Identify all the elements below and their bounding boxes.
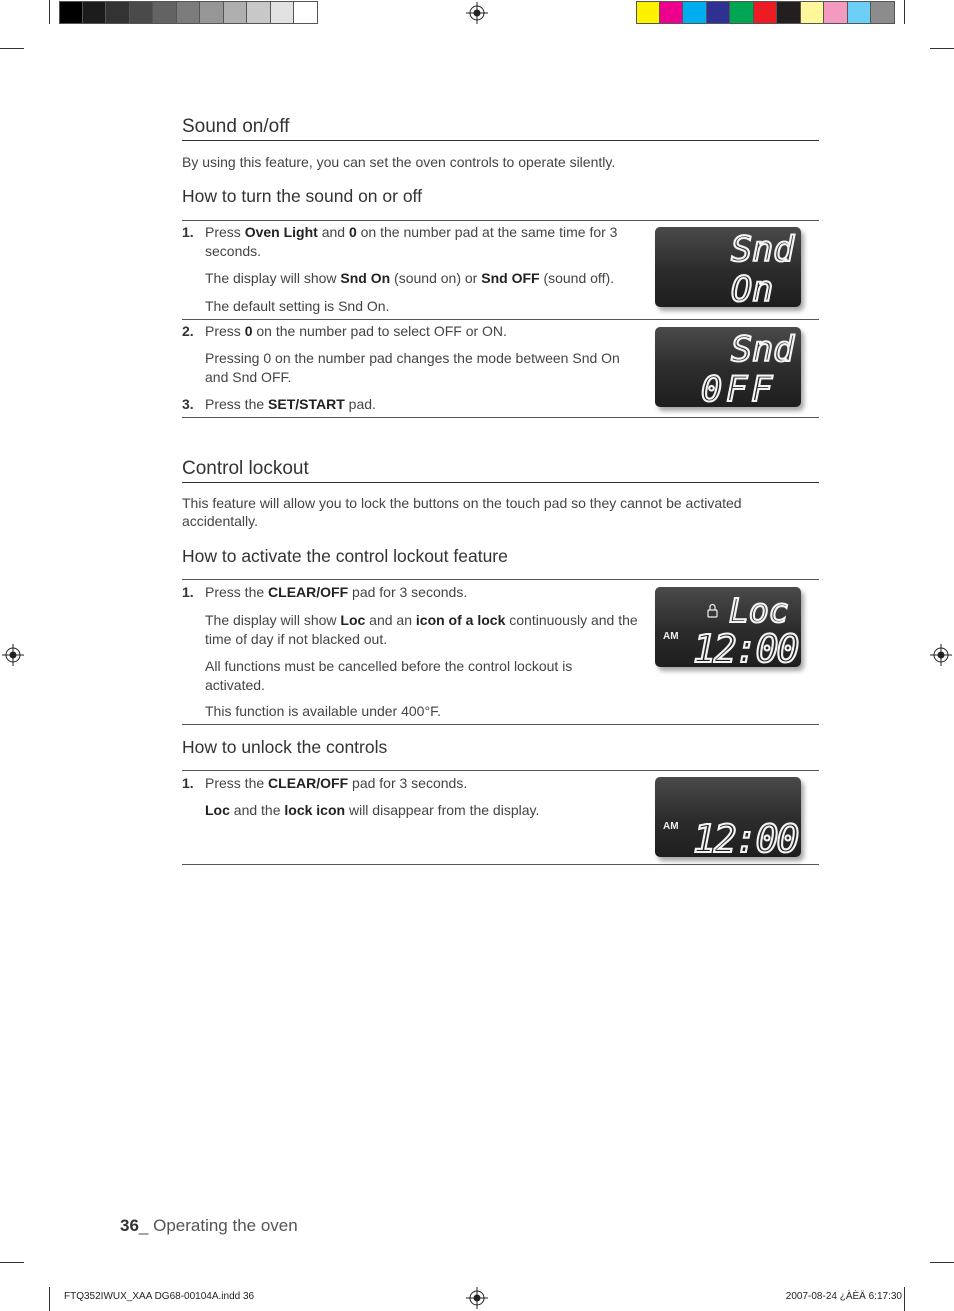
color-swatch bbox=[683, 1, 707, 24]
display-time: 12:00 bbox=[693, 817, 798, 857]
crop-mark bbox=[49, 1287, 50, 1311]
am-indicator: AM bbox=[663, 631, 679, 642]
display-time-only bbox=[655, 777, 801, 857]
gray-color-bar bbox=[59, 1, 318, 24]
unlock-note: Loc and the lock icon will disappear from the display. bbox=[205, 802, 540, 818]
lock-icon bbox=[708, 605, 717, 618]
gray-swatch bbox=[200, 1, 224, 24]
gray-swatch bbox=[294, 1, 318, 24]
table-bottom-rule bbox=[182, 724, 819, 725]
crop-mark bbox=[904, 0, 905, 24]
crop-mark bbox=[930, 48, 954, 49]
lockout-intro: This feature will allow you to lock the buttons on the touch pad so they cannot be activated accidentally. bbox=[182, 495, 742, 529]
table-bottom-rule bbox=[182, 864, 819, 865]
slug-file-info: FTQ352IWUX_XAA DG68-00104A.indd 36 bbox=[64, 1291, 255, 1302]
step-number: 1. bbox=[182, 224, 194, 240]
subtitle-sound-toggle: How to turn the sound on or off bbox=[182, 186, 422, 206]
display-line-1: Snd bbox=[731, 230, 795, 270]
display-line-1: Loc bbox=[729, 591, 789, 630]
color-swatch bbox=[871, 1, 895, 24]
gray-swatch bbox=[224, 1, 248, 24]
display-line-2: On bbox=[731, 270, 774, 307]
registration-mark-icon bbox=[930, 644, 952, 666]
color-swatch bbox=[754, 1, 778, 24]
gray-swatch bbox=[106, 1, 130, 24]
gray-swatch bbox=[83, 1, 107, 24]
step-text: Press the SET/START pad. bbox=[205, 396, 376, 412]
step-number: 1. bbox=[182, 584, 194, 600]
slug-timestamp: 2007-08-24 ¿ÀÈÄ 6:17:30 bbox=[785, 1291, 902, 1302]
step-text: Press the CLEAR/OFF pad for 3 seconds. bbox=[205, 584, 468, 600]
display-snd-on bbox=[655, 227, 801, 307]
gray-swatch bbox=[59, 1, 83, 24]
gray-swatch bbox=[271, 1, 295, 24]
color-swatch bbox=[848, 1, 872, 24]
crop-mark bbox=[49, 0, 50, 24]
lockout-note-temp: This function is available under 400°F. bbox=[205, 703, 441, 719]
section-title-lockout: Control lockout bbox=[182, 458, 819, 483]
crop-mark bbox=[904, 1287, 905, 1311]
display-time: 12:00 bbox=[693, 627, 798, 667]
subtitle-activate-lockout: How to activate the control lockout feature bbox=[182, 546, 508, 566]
color-swatch bbox=[730, 1, 754, 24]
step-text: Press Oven Light and 0 on the number pad at the same time for 3 seconds. bbox=[205, 224, 618, 259]
step-number: 3. bbox=[182, 396, 194, 412]
subtitle-unlock: How to unlock the controls bbox=[182, 737, 388, 757]
page-number: 36 bbox=[120, 1216, 139, 1235]
page-footer bbox=[120, 1216, 298, 1236]
step-number: 1. bbox=[182, 775, 194, 791]
lockout-note-display: The display will show Loc and an icon of a lock continuously and the time of day if not blacked out. bbox=[205, 612, 638, 647]
step-text: Press the CLEAR/OFF pad for 3 seconds. bbox=[205, 775, 468, 791]
step-number: 2. bbox=[182, 323, 194, 339]
color-swatch bbox=[824, 1, 848, 24]
crop-mark bbox=[930, 1262, 954, 1263]
gray-swatch bbox=[247, 1, 271, 24]
row-rule bbox=[182, 319, 819, 320]
gray-swatch bbox=[177, 1, 201, 24]
color-swatch bbox=[801, 1, 825, 24]
display-line-2: 0FF bbox=[701, 370, 777, 407]
table-top-rule bbox=[182, 770, 819, 771]
crop-mark bbox=[0, 1262, 24, 1263]
sound-note-default: The default setting is Snd On. bbox=[205, 298, 390, 314]
registration-mark-icon bbox=[2, 644, 24, 666]
color-swatch bbox=[636, 1, 660, 24]
registration-mark-icon bbox=[466, 2, 488, 24]
process-color-bar bbox=[636, 1, 895, 24]
color-swatch bbox=[660, 1, 684, 24]
color-swatch bbox=[777, 1, 801, 24]
table-top-rule bbox=[182, 220, 819, 221]
am-indicator: AM bbox=[663, 821, 679, 832]
table-top-rule bbox=[182, 579, 819, 580]
sound-note-mode: Pressing 0 on the number pad changes the mode between Snd On and Snd OFF. bbox=[205, 350, 620, 385]
sound-note-display: The display will show Snd On (sound on) or Snd OFF (sound off). bbox=[205, 270, 615, 286]
display-snd-off bbox=[655, 327, 801, 407]
display-loc bbox=[655, 587, 801, 667]
color-swatch bbox=[707, 1, 731, 24]
registration-mark-icon bbox=[466, 1287, 488, 1309]
lockout-note-cancel: All functions must be cancelled before the control lockout is activated. bbox=[205, 658, 573, 693]
sound-intro: By using this feature, you can set the oven controls to operate silently. bbox=[182, 154, 616, 170]
crop-mark bbox=[0, 48, 24, 49]
step-text: Press 0 on the number pad to select OFF or ON. bbox=[205, 323, 507, 339]
gray-swatch bbox=[130, 1, 154, 24]
table-bottom-rule bbox=[182, 417, 819, 418]
gray-swatch bbox=[153, 1, 177, 24]
footer-section: _ Operating the oven bbox=[138, 1216, 298, 1235]
display-line-1: Snd bbox=[731, 330, 795, 370]
section-title-sound: Sound on/off bbox=[182, 116, 819, 141]
